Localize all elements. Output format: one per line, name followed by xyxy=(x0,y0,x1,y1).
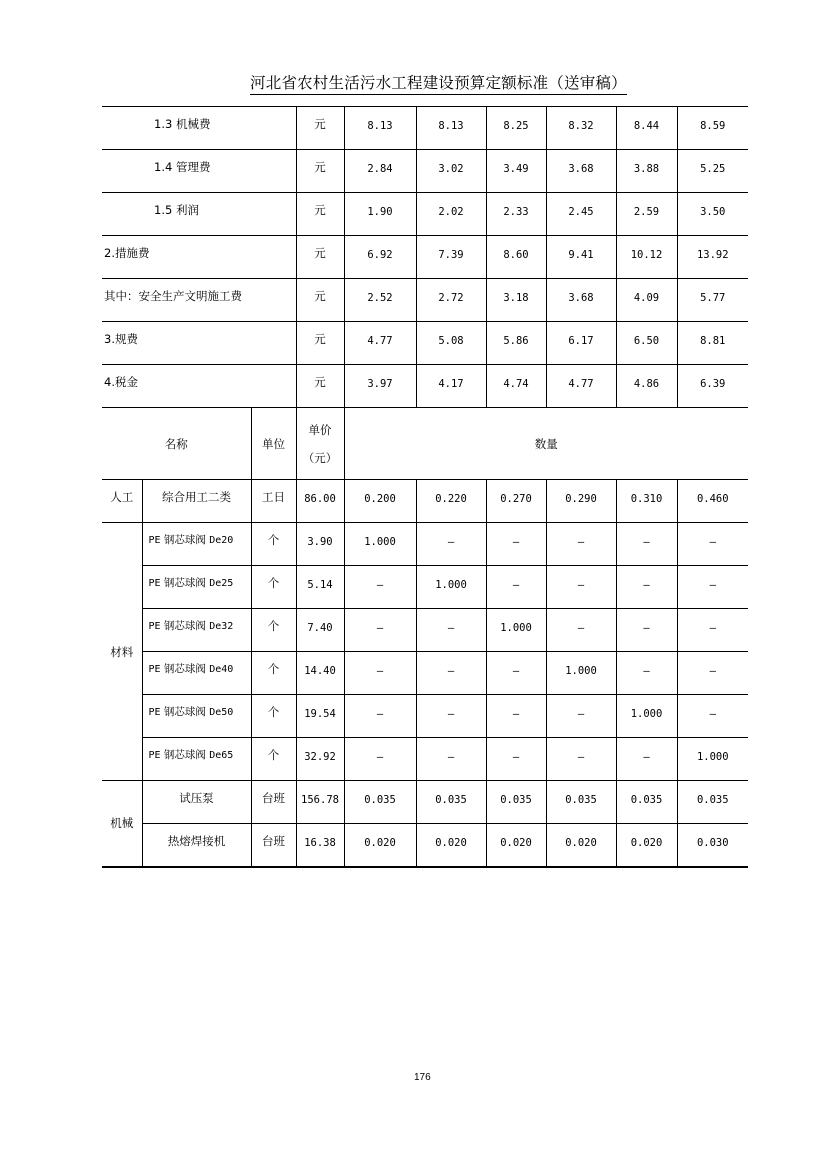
material-size: De32 xyxy=(209,621,234,632)
material-row xyxy=(102,609,748,652)
material-unit: 个 xyxy=(251,695,296,738)
cost-unit: 元 xyxy=(296,322,344,365)
material-size: De25 xyxy=(209,578,234,589)
cost-value: 4.09 xyxy=(616,279,677,322)
material-value: – xyxy=(344,738,416,781)
material-value: – xyxy=(416,695,486,738)
material-value: – xyxy=(616,523,677,566)
material-value: – xyxy=(677,566,748,609)
material-value: 1.000 xyxy=(546,652,616,695)
material-name xyxy=(142,566,251,609)
machinery-value: 0.035 xyxy=(344,781,416,824)
material-value: – xyxy=(546,523,616,566)
cost-value: 2.33 xyxy=(486,193,546,236)
cost-value: 8.25 xyxy=(486,107,546,150)
page-number: 176 xyxy=(414,1072,431,1083)
cost-value: 8.44 xyxy=(616,107,677,150)
machinery-value: 0.035 xyxy=(546,781,616,824)
cost-value: 2.84 xyxy=(344,150,416,193)
material-name xyxy=(142,609,251,652)
cost-value: 2.59 xyxy=(616,193,677,236)
material-size: De40 xyxy=(209,664,234,675)
cost-unit: 元 xyxy=(296,365,344,408)
cost-value: 5.77 xyxy=(677,279,748,322)
material-price: 7.40 xyxy=(296,609,344,652)
cost-value: 6.17 xyxy=(546,322,616,365)
machinery-unit: 台班 xyxy=(251,824,296,867)
material-value: 1.000 xyxy=(416,566,486,609)
machinery-value: 0.035 xyxy=(486,781,546,824)
cost-row xyxy=(102,150,748,193)
machinery-value: 0.020 xyxy=(344,824,416,867)
machinery-name: 试压泵 xyxy=(142,781,251,824)
machinery-unit: 台班 xyxy=(251,781,296,824)
material-value: – xyxy=(616,652,677,695)
material-unit: 个 xyxy=(251,652,296,695)
machinery-category: 机械 xyxy=(102,781,142,867)
labor-value: 0.310 xyxy=(616,480,677,523)
cost-value: 3.50 xyxy=(677,193,748,236)
material-value: – xyxy=(344,609,416,652)
material-size: De50 xyxy=(209,707,234,718)
cost-row xyxy=(102,236,748,279)
material-prefix: PE xyxy=(148,621,161,632)
material-value: – xyxy=(677,523,748,566)
cost-unit: 元 xyxy=(296,236,344,279)
material-value: – xyxy=(677,695,748,738)
material-value: – xyxy=(416,652,486,695)
cost-value: 5.25 xyxy=(677,150,748,193)
cost-value: 3.49 xyxy=(486,150,546,193)
cost-value: 6.92 xyxy=(344,236,416,279)
material-value: – xyxy=(546,738,616,781)
material-name xyxy=(142,738,251,781)
cost-value: 2.72 xyxy=(416,279,486,322)
material-prefix: PE xyxy=(148,535,161,546)
material-row xyxy=(102,695,748,738)
cost-row xyxy=(102,322,748,365)
cost-value: 4.17 xyxy=(416,365,486,408)
cost-value: 3.88 xyxy=(616,150,677,193)
material-base-name: 钢芯球阀 xyxy=(163,577,206,589)
material-price: 14.40 xyxy=(296,652,344,695)
cost-label: 2.措施费 xyxy=(102,236,296,279)
cost-value: 3.97 xyxy=(344,365,416,408)
labor-value: 0.460 xyxy=(677,480,748,523)
machinery-value: 0.035 xyxy=(677,781,748,824)
cost-unit: 元 xyxy=(296,107,344,150)
material-name xyxy=(142,523,251,566)
material-value: – xyxy=(546,609,616,652)
cost-label: 其中：安全生产文明施工费 xyxy=(102,279,296,322)
document-title: 河北省农村生活污水工程建设预算定额标准（送审稿） xyxy=(250,73,627,95)
material-base-name: 钢芯球阀 xyxy=(163,534,206,546)
material-price: 19.54 xyxy=(296,695,344,738)
labor-row xyxy=(102,480,748,523)
material-value: – xyxy=(546,695,616,738)
material-size: De20 xyxy=(209,535,234,546)
material-prefix: PE xyxy=(148,578,161,589)
labor-value: 0.270 xyxy=(486,480,546,523)
cost-row xyxy=(102,193,748,236)
cost-value: 8.13 xyxy=(416,107,486,150)
material-value: – xyxy=(486,738,546,781)
cost-label: 1.5 利润 xyxy=(102,193,296,236)
header-unit: 单位 xyxy=(251,408,296,480)
cost-value: 5.86 xyxy=(486,322,546,365)
cost-value: 4.77 xyxy=(546,365,616,408)
material-value: – xyxy=(616,566,677,609)
material-name xyxy=(142,695,251,738)
material-value: – xyxy=(344,652,416,695)
material-value: – xyxy=(344,695,416,738)
machinery-name: 热熔焊接机 xyxy=(142,824,251,867)
material-value: – xyxy=(546,566,616,609)
machinery-value: 0.020 xyxy=(616,824,677,867)
cost-value: 4.74 xyxy=(486,365,546,408)
quota-table xyxy=(102,106,748,868)
material-row xyxy=(102,652,748,695)
cost-value: 3.02 xyxy=(416,150,486,193)
material-unit: 个 xyxy=(251,738,296,781)
table-header-row xyxy=(102,408,748,480)
cost-value: 8.81 xyxy=(677,322,748,365)
material-value: 1.000 xyxy=(486,609,546,652)
material-price: 3.90 xyxy=(296,523,344,566)
material-value: – xyxy=(416,738,486,781)
labor-category: 人工 xyxy=(102,480,142,523)
material-value: – xyxy=(486,652,546,695)
cost-value: 4.77 xyxy=(344,322,416,365)
cost-unit: 元 xyxy=(296,279,344,322)
material-base-name: 钢芯球阀 xyxy=(163,620,206,632)
cost-value: 3.68 xyxy=(546,150,616,193)
cost-unit: 元 xyxy=(296,150,344,193)
material-row xyxy=(102,566,748,609)
cost-value: 9.41 xyxy=(546,236,616,279)
material-row xyxy=(102,738,748,781)
material-value: – xyxy=(486,695,546,738)
cost-value: 6.50 xyxy=(616,322,677,365)
machinery-value: 0.035 xyxy=(416,781,486,824)
machinery-value: 0.020 xyxy=(416,824,486,867)
material-prefix: PE xyxy=(148,750,161,761)
cost-value: 2.45 xyxy=(546,193,616,236)
material-value: 1.000 xyxy=(344,523,416,566)
labor-value: 0.290 xyxy=(546,480,616,523)
material-unit: 个 xyxy=(251,609,296,652)
machinery-value: 0.030 xyxy=(677,824,748,867)
material-row xyxy=(102,523,748,566)
cost-value: 3.18 xyxy=(486,279,546,322)
material-size: De65 xyxy=(209,750,234,761)
material-category: 材料 xyxy=(102,523,142,781)
machinery-value: 0.035 xyxy=(616,781,677,824)
cost-value: 1.90 xyxy=(344,193,416,236)
cost-value: 8.32 xyxy=(546,107,616,150)
cost-row xyxy=(102,365,748,408)
cost-value: 2.52 xyxy=(344,279,416,322)
labor-name: 综合用工二类 xyxy=(142,480,251,523)
header-price-line2: （元） xyxy=(302,450,338,465)
header-quantity: 数量 xyxy=(344,408,748,480)
material-value: 1.000 xyxy=(616,695,677,738)
machinery-price: 156.78 xyxy=(296,781,344,824)
material-value: – xyxy=(416,609,486,652)
cost-unit: 元 xyxy=(296,193,344,236)
material-value: – xyxy=(486,523,546,566)
cost-value: 13.92 xyxy=(677,236,748,279)
machinery-value: 0.020 xyxy=(486,824,546,867)
cost-label: 1.3 机械费 xyxy=(102,107,296,150)
material-value: – xyxy=(486,566,546,609)
header-price xyxy=(296,408,344,480)
cost-label: 3.规费 xyxy=(102,322,296,365)
material-value: – xyxy=(677,652,748,695)
material-value: 1.000 xyxy=(677,738,748,781)
material-unit: 个 xyxy=(251,566,296,609)
material-prefix: PE xyxy=(148,707,161,718)
labor-unit: 工日 xyxy=(251,480,296,523)
material-price: 32.92 xyxy=(296,738,344,781)
machinery-row xyxy=(102,781,748,824)
material-base-name: 钢芯球阀 xyxy=(163,706,206,718)
material-unit: 个 xyxy=(251,523,296,566)
cost-value: 6.39 xyxy=(677,365,748,408)
labor-value: 0.220 xyxy=(416,480,486,523)
header-name: 名称 xyxy=(102,408,251,480)
material-base-name: 钢芯球阀 xyxy=(163,749,206,761)
header-price-line1: 单价 xyxy=(308,422,332,437)
material-prefix: PE xyxy=(148,664,161,675)
material-value: – xyxy=(344,566,416,609)
cost-value: 7.39 xyxy=(416,236,486,279)
machinery-value: 0.020 xyxy=(546,824,616,867)
cost-label: 1.4 管理费 xyxy=(102,150,296,193)
material-name xyxy=(142,652,251,695)
cost-label: 4.税金 xyxy=(102,365,296,408)
material-value: – xyxy=(416,523,486,566)
cost-row xyxy=(102,107,748,150)
material-value: – xyxy=(677,609,748,652)
labor-value: 0.200 xyxy=(344,480,416,523)
cost-value: 5.08 xyxy=(416,322,486,365)
material-value: – xyxy=(616,609,677,652)
labor-price: 86.00 xyxy=(296,480,344,523)
material-price: 5.14 xyxy=(296,566,344,609)
cost-value: 8.13 xyxy=(344,107,416,150)
cost-value: 3.68 xyxy=(546,279,616,322)
cost-value: 8.59 xyxy=(677,107,748,150)
material-value: – xyxy=(616,738,677,781)
cost-value: 8.60 xyxy=(486,236,546,279)
cost-value: 4.86 xyxy=(616,365,677,408)
cost-row xyxy=(102,279,748,322)
cost-value: 10.12 xyxy=(616,236,677,279)
material-base-name: 钢芯球阀 xyxy=(163,663,206,675)
machinery-row xyxy=(102,824,748,867)
cost-value: 2.02 xyxy=(416,193,486,236)
machinery-price: 16.38 xyxy=(296,824,344,867)
